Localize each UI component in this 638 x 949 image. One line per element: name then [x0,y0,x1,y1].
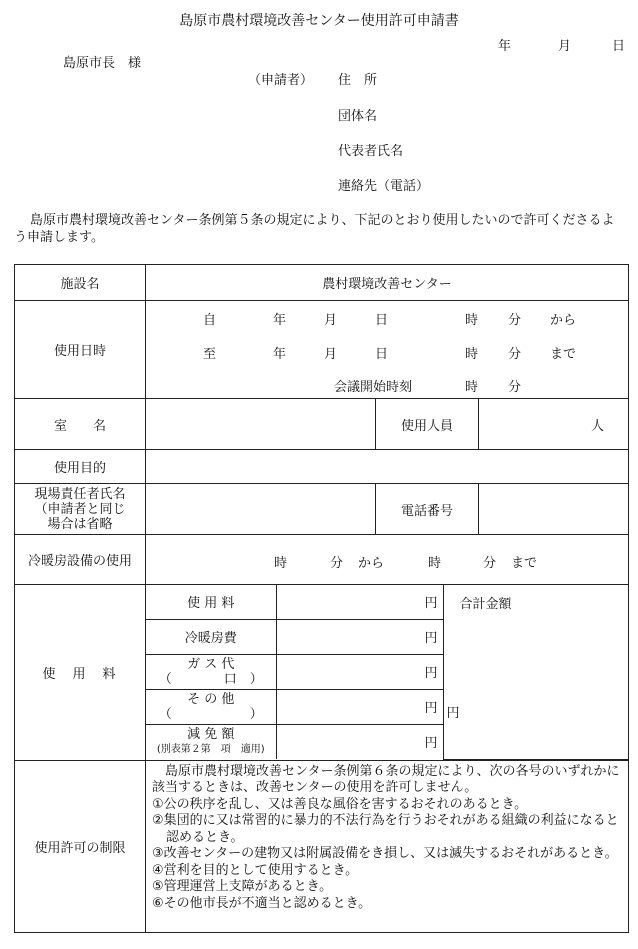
manager-label [15,484,146,535]
fee-aircon-yen: 円 [424,631,438,646]
datetime-to-year: 年 [273,347,287,362]
facility-value: 農村環境改善センター [146,265,629,301]
fee-usage-field[interactable] [276,585,443,619]
datetime-to-start: 至 [203,347,217,362]
restrictions-intro: 島原市農村環境改善センター条例第６条の規定により、次の各号のいずれかに該当するときは、改善センターの使用を許可しません。 [152,763,620,795]
manager-label-line-2: （申請者と同じ [34,501,126,517]
phone-field[interactable] [479,484,629,535]
datetime-from-day: 日 [375,313,389,328]
fee-gas-sub: （ 口 ） [158,671,263,687]
fee-other-field[interactable] [276,689,443,724]
phone-label: 電話番号 [376,484,479,535]
fee-other-sub: （ ） [158,706,263,722]
people-label: 使用人員 [376,399,479,450]
aircon-field[interactable] [146,535,629,585]
datetime-from-month: 月 [324,313,338,328]
application-table [14,264,629,933]
aircon-hour-1: 時 [274,555,288,571]
fee-total-yen: 円 [446,706,460,721]
fee-discount-label [146,724,276,759]
date-day-label: 日 [612,39,626,54]
restrictions-label: 使用許可の制限 [15,760,146,932]
fee-gas-field[interactable] [276,654,443,689]
fee-gas-yen: 円 [424,666,438,681]
datetime-to-day: 日 [375,347,389,362]
datetime-to-minute: 分 [508,347,522,362]
meeting-start-label: 会議開始時刻 [334,380,413,395]
datetime-from-suffix: から [550,313,577,328]
aircon-minute-1: 分 [330,555,344,571]
addressee: 島原市長 様 [63,56,142,71]
manager-label-line-1: 現場責任者氏名 [34,486,126,502]
room-label: 室 名 [15,399,146,450]
fee-usage-yen: 円 [424,596,438,612]
manager-label-line-3: 場合は省略 [47,516,113,532]
aircon-label: 冷暖房設備の使用 [15,535,146,585]
restriction-item-6: ⑥その他市長が不適当と認めるとき。 [152,895,372,911]
meeting-start-minute: 分 [508,380,522,395]
fee-discount-title: 減 免 額 [187,726,235,742]
fees-block [146,585,629,761]
fee-other-label [146,689,276,724]
fee-aircon-field[interactable] [276,619,443,654]
facility-label: 施設名 [15,265,146,301]
applicant-tag: （申請者） [248,73,314,88]
fee-other-yen: 円 [424,701,438,716]
applicant-contact-label: 連絡先（電話） [338,179,430,194]
intro-paragraph: 島原市農村環境改善センター条例第５条の規定により、下記のとおり使用したいので許可くださるよう申請します。 [14,213,615,245]
aircon-minute-2: 分 [483,555,497,571]
fee-aircon-label: 冷暖房費 [146,619,276,654]
fee-total-field[interactable] [443,585,629,759]
datetime-field[interactable] [146,301,629,399]
date-month-label: 月 [558,39,572,54]
meeting-start-hour: 時 [465,380,479,395]
date-year-label: 年 [498,39,512,54]
fee-total-label: 合計金額 [459,597,512,612]
fee-gas-label [146,654,276,689]
restrictions-text [146,760,629,932]
fee-discount-sub: (別表第２第 項 適用) [156,743,265,755]
restriction-item-2: ②集団的に又は常習的に暴力的不法行為を行うおそれがある組織の利益になると認めるとき。 [152,813,619,845]
restriction-item-5: ⑤管理運営上支障があるとき。 [152,879,333,894]
fee-discount-yen: 円 [424,736,438,752]
restriction-item-4: ④営利を目的として使用するとき。 [152,862,359,878]
restriction-item-3: ③改善センターの建物又は附属設備をき損し、又は滅失するおそれがあるとき。 [152,846,618,861]
aircon-from: から [358,555,385,571]
restriction-item-1: ①公の秩序を乱し、又は善良な風俗を害するおそれのあるとき。 [152,796,528,812]
applicant-representative-label: 代表者氏名 [338,144,404,159]
fee-discount-field[interactable] [276,724,443,759]
fees-table [146,585,629,760]
aircon-hour-2: 時 [428,555,442,571]
people-unit: 人 [591,418,605,434]
people-field[interactable] [479,399,629,450]
aircon-to: まで [511,555,538,571]
purpose-field[interactable] [146,450,629,484]
applicant-group-label: 団体名 [338,109,378,124]
applicant-address-label: 住 所 [338,73,378,88]
fee-gas-title: ガ ス 代 [187,656,235,672]
manager-name-field[interactable] [146,484,376,535]
form-title: 島原市農村環境改善センター使用許可申請書 [179,13,459,29]
fee-other-title: そ の 他 [187,691,235,707]
datetime-to-hour: 時 [465,347,479,362]
purpose-label: 使用目的 [15,450,146,484]
fees-label: 使 用 料 [15,585,146,761]
datetime-label: 使用日時 [15,301,146,399]
datetime-from-hour: 時 [465,313,479,328]
datetime-from-year: 年 [273,313,287,328]
fee-usage-label: 使 用 料 [146,585,276,619]
room-field[interactable] [146,399,376,450]
datetime-to-month: 月 [324,347,338,362]
datetime-from-minute: 分 [508,313,522,328]
datetime-from-start: 自 [203,313,217,328]
datetime-to-suffix: まで [550,347,577,362]
